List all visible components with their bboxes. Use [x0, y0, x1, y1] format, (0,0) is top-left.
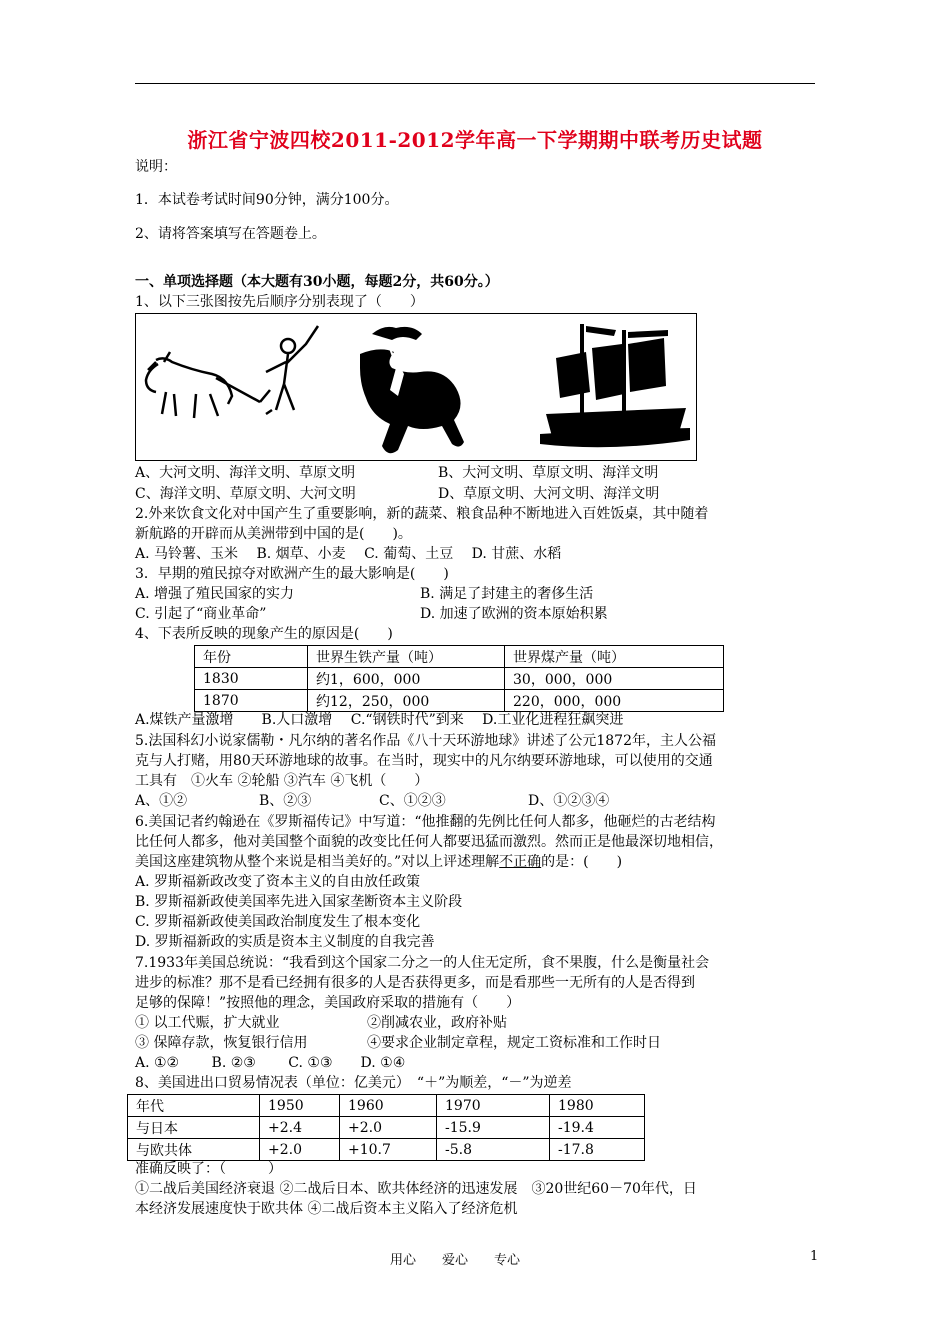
- q3-option-c: C. 引起了“商业革命”: [135, 606, 267, 622]
- table-cell: -17.8: [550, 1139, 645, 1161]
- table-row: [195, 690, 724, 712]
- q8-stem: 8、美国进出口贸易情况表（单位：亿美元） “＋”为顺差，“－”为逆差: [135, 1075, 572, 1091]
- q4-stem: 4、下表所反映的现象产生的原因是( ): [135, 626, 393, 642]
- section-heading: 一、单项选择题（本大题有30小题，每题2分，共60分。）: [135, 274, 499, 290]
- q7-stem-line-1: 7.1933年美国总统说：“我看到这个国家二分之一的人住无定所，食不果腹，什么是衡量社会: [135, 955, 710, 971]
- q5-option-b: B、②③: [259, 793, 312, 809]
- q1-stem: 1、以下三张图按先后顺序分别表现了（ ）: [135, 294, 424, 310]
- page-number: 1: [810, 1249, 819, 1264]
- q7-stem-line-3: 足够的保障！”按照他的理念，美国政府采取的措施有（ ）: [135, 995, 521, 1011]
- table-cell: 与欧共体: [128, 1139, 260, 1161]
- table-cell: 世界煤产量（吨）: [505, 646, 724, 668]
- q5-option-c: C、①②③: [379, 793, 446, 809]
- q1-option-c: C、海洋文明、草原文明、大河文明: [135, 486, 356, 502]
- q6-option-b: B. 罗斯福新政使美国率先进入国家垄断资本主义阶段: [135, 894, 463, 910]
- q8-table: [127, 1094, 645, 1161]
- q7-statement-4: ④要求企业制定章程，规定工资标准和工作时日: [367, 1035, 661, 1051]
- q5-stem-line-1: 5.法国科幻小说家儒勒・凡尔纳的著名作品《八十天环游地球》讲述了公元1872年，主人公福: [135, 733, 716, 749]
- table-cell: 1980: [550, 1095, 645, 1117]
- q1-option-a: A、大河文明、海洋文明、草原文明: [135, 465, 356, 481]
- q2-stem-line-1: 2.外来饮食文化对中国产生了重要影响，新的蔬菜、粮食品种不断地进入百姓饭桌，其中随着: [135, 506, 709, 522]
- table-cell: -19.4: [550, 1117, 645, 1139]
- table-cell: 30，000，000: [505, 668, 724, 690]
- table-cell: 与日本: [128, 1117, 260, 1139]
- q7-statement-3: ③ 保障存款，恢复银行信用: [135, 1035, 308, 1051]
- q8-statements-line-1: ①二战后美国经济衰退 ②二战后日本、欧共体经济的迅速发展 ③20世纪60－70年代，日: [135, 1181, 697, 1197]
- table-cell: 年代: [128, 1095, 260, 1117]
- table-cell: 220，000，000: [505, 690, 724, 712]
- intro-item-1: 1．本试卷考试时间90分钟，满分100分。: [135, 192, 399, 208]
- q6-stem-part: 美国这座建筑物从整个来说是相当美好的。”对以上评述理解: [135, 854, 500, 870]
- q1-option-d: D、草原文明、大河文明、海洋文明: [438, 486, 660, 502]
- q6-option-d: D. 罗斯福新政的实质是资本主义制度的自我完善: [135, 934, 435, 950]
- horseback-rider-icon: [360, 327, 464, 453]
- q5-stem-line-3: 工具有 ①火车 ②轮船 ③汽车 ④飞机（ ）: [135, 773, 429, 789]
- table-cell: 1970: [437, 1095, 550, 1117]
- header-rule: [135, 83, 815, 84]
- q6-stem-line-1: 6.美国记者约翰逊在《罗斯福传记》中写道：“他推翻的先例比任何人都多，他砸烂的古老结构: [135, 814, 716, 830]
- q6-option-a: A. 罗斯福新政改变了资本主义的自由放任政策: [135, 874, 421, 890]
- q4-options: A.煤铁产量激增 B.人口激增 C.“钢铁时代”到来 D.工业化进程狂飙突进: [135, 712, 624, 728]
- q3-option-b: B. 满足了封建主的奢侈生活: [420, 586, 594, 602]
- table-cell: +10.7: [340, 1139, 437, 1161]
- q6-stem-line-2: 比任何人都多，他对美国整个面貌的改变比任何人都要迅猛而激烈。然而正是他最深切地相信，: [135, 834, 723, 850]
- q2-options: A. 马铃薯、玉米 B. 烟草、小麦 C. 葡萄、土豆 D. 甘蔗、水稻: [135, 546, 562, 562]
- q6-underlined-keyword: 不正确: [499, 854, 542, 870]
- page-title: 浙江省宁波四校2011-2012学年高一下学期期中联考历史试题: [187, 128, 763, 152]
- q3-option-d: D. 加速了欧洲的资本原始积累: [420, 606, 608, 622]
- q1-option-b: B、大河文明、草原文明、海洋文明: [438, 465, 659, 481]
- table-row: [195, 646, 724, 668]
- q7-options: A. ①② B. ②③ C. ①③ D. ①④: [135, 1055, 406, 1071]
- intro-item-2: 2、请将答案填写在答题卷上。: [135, 226, 326, 242]
- ox-plowing-farmer-icon: [146, 326, 318, 418]
- table-cell: 1960: [340, 1095, 437, 1117]
- table-row: [128, 1095, 645, 1117]
- table-cell: 约12，250，000: [308, 690, 505, 712]
- table-cell: 世界生铁产量（吨）: [308, 646, 505, 668]
- table-cell: 1870: [195, 690, 308, 712]
- q4-table: [194, 645, 724, 712]
- q7-statement-1: ① 以工代赈，扩大就业: [135, 1015, 280, 1031]
- q5-option-a: A、①②: [135, 793, 188, 809]
- q6-stem-part: 的是：( ): [541, 854, 623, 870]
- table-cell: +2.0: [340, 1117, 437, 1139]
- q8-after: 准确反映了：（ ）: [135, 1161, 282, 1177]
- q3-stem: 3．早期的殖民掠夺对欧洲产生的最大影响是( ): [135, 566, 449, 582]
- table-row: [128, 1139, 645, 1161]
- q2-stem-line-2: 新航路的开辟而从美洲带到中国的是( )。: [135, 526, 412, 542]
- q1-image-panel: [135, 313, 697, 461]
- table-row: [128, 1117, 645, 1139]
- table-cell: 1830: [195, 668, 308, 690]
- q7-stem-line-2: 进步的标准？那不是看已经拥有很多的人是否获得更多，而是看那些一无所有的人是否得到: [135, 975, 695, 991]
- sailing-ship-icon: [540, 324, 690, 447]
- page-footer: 用心 爱心 专心: [390, 1253, 521, 1268]
- table-cell: 年份: [195, 646, 308, 668]
- q5-stem-line-2: 克与人打赌，用80天环游地球的故事。在当时，现实中的凡尔纳要环游地球，可以使用的交通: [135, 753, 713, 769]
- table-cell: 1950: [260, 1095, 340, 1117]
- table-cell: 约1，600，000: [308, 668, 505, 690]
- table-row: [195, 668, 724, 690]
- q5-option-d: D、①②③④: [528, 793, 610, 809]
- q7-statement-2: ②削减农业，政府补贴: [367, 1015, 507, 1031]
- intro-heading: 说明：: [135, 159, 177, 175]
- q6-option-c: C. 罗斯福新政使美国政治制度发生了根本变化: [135, 914, 421, 930]
- q3-option-a: A. 增强了殖民国家的实力: [135, 586, 295, 602]
- table-cell: +2.4: [260, 1117, 340, 1139]
- table-cell: -15.9: [437, 1117, 550, 1139]
- q6-stem-line-3: [135, 852, 622, 872]
- table-cell: +2.0: [260, 1139, 340, 1161]
- q8-statements-line-2: 本经济发展速度快于欧共体 ④二战后资本主义陷入了经济危机: [135, 1201, 518, 1217]
- table-cell: -5.8: [437, 1139, 550, 1161]
